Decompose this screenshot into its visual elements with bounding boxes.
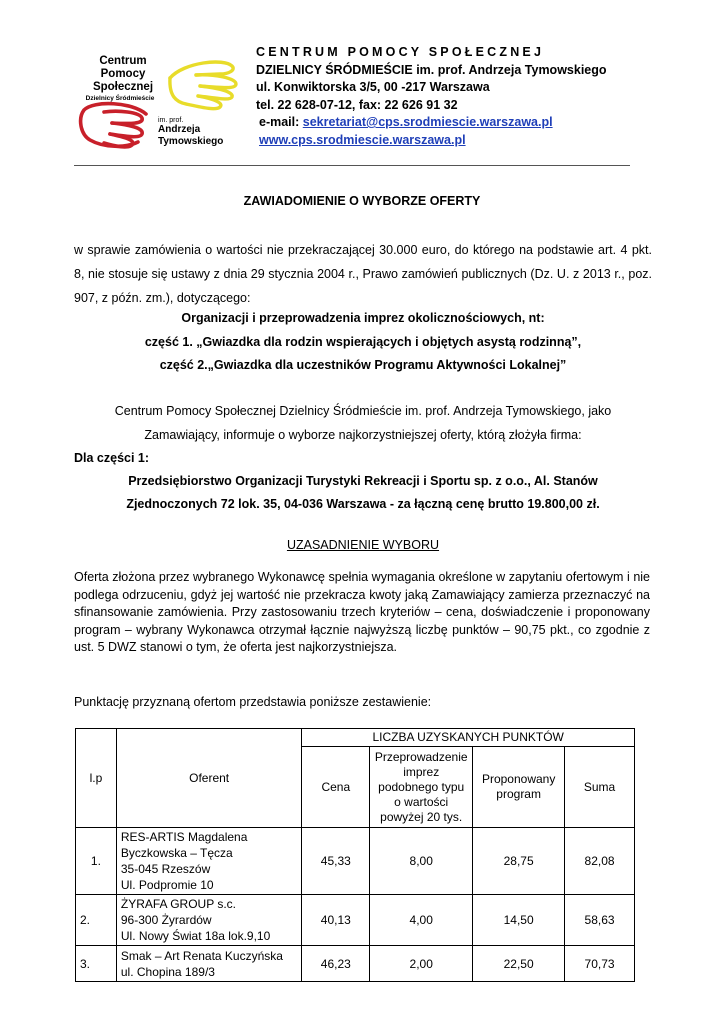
letterhead-www-row bbox=[256, 132, 676, 150]
table-row bbox=[76, 946, 635, 982]
logo-name bbox=[80, 55, 166, 94]
winner-line2: Zjednoczonych 72 lok. 35, 04-036 Warszawa - za łączną cenę brutto 19.800,00 zł. bbox=[126, 497, 600, 511]
document-title: ZAWIADOMIENIE O WYBORZE OFERTY bbox=[243, 194, 481, 208]
cell-oferent bbox=[116, 895, 302, 946]
logo-name-line: Społecznej bbox=[92, 81, 154, 93]
oferent-line: Ul. Podpromie 10 bbox=[120, 878, 214, 892]
winner-line1: Przedsiębiorstwo Organizacji Turystyki Rekreacji i Sportu sp. z o.o., Al. Stanów bbox=[128, 474, 598, 488]
header-oferent: Oferent bbox=[116, 729, 302, 828]
oferent-line: ul. Chopina 189/3 bbox=[120, 964, 215, 979]
subject-line: Organizacji i przeprowadzenia imprez okolicznościowych, nt: bbox=[181, 311, 545, 325]
logo-patron-prefix: im. prof. bbox=[158, 117, 184, 124]
cell-cena: 40,13 bbox=[302, 895, 370, 946]
justification-heading bbox=[74, 538, 652, 552]
oferent-line: 96-300 Żyrardów bbox=[120, 913, 212, 927]
letterhead-address: ul. Konwiktorska 3/5, 00 -217 Warszawa bbox=[256, 80, 490, 94]
cell-experience: 4,00 bbox=[370, 895, 473, 946]
intro-paragraph: w sprawie zamówienia o wartości nie przekraczającej 30.000 euro, do którego na podstawie art. 4 pkt. 8, nie stosuje się ustawy z dnia 29 stycznia 2004 r., Prawo zamówień publicznych (Dz. U. z 2013 r., poz. 907, z późn. zm.), dotyczącego: bbox=[74, 243, 652, 305]
part1-line: część 1. „Gwiazdka dla rodzin wspierających i objętych asystą rodzinną”, bbox=[144, 335, 582, 349]
oferent-line: Smak – Art Renata Kuczyńska bbox=[120, 948, 283, 963]
oferent-line: Ul. Nowy Świat 18a lok.9,10 bbox=[120, 929, 271, 943]
justification-paragraph: Oferta złożona przez wybranego Wykonawcę spełnia wymagania określone w zapytaniu ofertowym i nie podlega odrzuceniu, gdyż jej wartość nie przekracza kwoty jaką Zamawiający zamierza przeznaczyć na sfinansowanie zamówienia. Przy zastosowaniu trzech kryteriów – cena, doświadczenie i proponowany program – wybrany Wykonawca otrzymał łącznie najwyższą liczbę punktów – 90,75 pkt., co zgodnie z ust. 5 DWZ stanowi o tym, że oferta jest najkorzystniejsza. bbox=[74, 570, 650, 655]
info-line1: Centrum Pomocy Społecznej Dzielnicy Śródmieście im. prof. Andrzeja Tymowskiego, jako bbox=[114, 404, 612, 418]
table-header-row bbox=[76, 729, 635, 747]
table-row bbox=[76, 895, 635, 946]
email-link[interactable]: sekretariat@cps.srodmiescie.warszawa.pl bbox=[302, 115, 553, 129]
email-label: e-mail: bbox=[259, 115, 303, 129]
cell-cena: 45,33 bbox=[302, 828, 370, 895]
letterhead-line2: DZIELNICY ŚRÓDMIEŚCIE im. prof. Andrzeja Tymowskiego bbox=[256, 62, 607, 77]
header-experience: Przeprowadzenie imprez podobnego typu o wartości powyżej 20 tys. bbox=[370, 747, 473, 828]
oferent-line: 35-045 Rzeszów bbox=[120, 862, 211, 876]
table-row bbox=[76, 828, 635, 895]
scoring-table bbox=[75, 728, 635, 982]
cell-suma: 82,08 bbox=[565, 828, 635, 895]
header-lp: l.p bbox=[76, 729, 117, 828]
logo-name-line: Centrum bbox=[99, 55, 147, 67]
cell-lp: 3. bbox=[76, 946, 117, 982]
cell-experience: 2,00 bbox=[370, 946, 473, 982]
cell-lp: 1. bbox=[76, 828, 117, 895]
part2-line: część 2.„Gwiazdka dla uczestników Programu Aktywności Lokalnej” bbox=[159, 358, 567, 372]
letterhead-email-row bbox=[256, 114, 676, 132]
cell-program: 14,50 bbox=[473, 895, 565, 946]
cps-logo bbox=[74, 48, 244, 158]
logo-name-line: Pomocy bbox=[100, 68, 146, 80]
cell-lp: 2. bbox=[76, 895, 117, 946]
logo-patron-name bbox=[158, 124, 223, 148]
red-hand-icon bbox=[81, 104, 146, 147]
letterhead-phone: tel. 22 628-07-12, fax: 22 626 91 32 bbox=[256, 97, 458, 112]
cell-suma: 58,63 bbox=[565, 895, 635, 946]
logo-subtitle: Dzielnicy Śródmieście bbox=[85, 95, 155, 102]
header-program: Proponowany program bbox=[473, 747, 565, 828]
table-intro: Punktację przyznaną ofertom przedstawia poniższe zestawienie: bbox=[74, 695, 432, 709]
website-link[interactable]: www.cps.srodmiescie.warszawa.pl bbox=[259, 132, 466, 147]
cell-experience: 8,00 bbox=[370, 828, 473, 895]
oferent-line: Byczkowska – Tęcza bbox=[120, 846, 233, 860]
header-divider bbox=[74, 165, 630, 166]
oferent-line: RES-ARTIS Magdalena bbox=[120, 830, 248, 844]
header-suma: Suma bbox=[565, 747, 635, 828]
for-part-label: Dla części 1: bbox=[74, 451, 150, 465]
cell-suma: 70,73 bbox=[565, 946, 635, 982]
logo-patron-line: Tymowskiego bbox=[158, 136, 224, 147]
info-line2: Zamawiający, informuje o wyborze najkorzystniejszej oferty, którą złożyła firma: bbox=[144, 428, 582, 442]
letterhead bbox=[256, 44, 676, 149]
letterhead-line1: CENTRUM POMOCY SPOŁECZNEJ bbox=[256, 45, 545, 59]
logo-patron-line: Andrzeja bbox=[158, 124, 201, 135]
cell-program: 22,50 bbox=[473, 946, 565, 982]
yellow-hand-icon bbox=[170, 62, 236, 109]
cell-cena: 46,23 bbox=[302, 946, 370, 982]
header-cena: Cena bbox=[302, 747, 370, 828]
cell-oferent bbox=[116, 946, 302, 982]
oferent-line: ŻYRAFA GROUP s.c. bbox=[120, 897, 237, 911]
cell-program: 28,75 bbox=[473, 828, 565, 895]
justification-heading-text: UZASADNIENIE WYBORU bbox=[286, 538, 440, 552]
header-points-group: LICZBA UZYSKANYCH PUNKTÓW bbox=[302, 729, 635, 747]
cell-oferent bbox=[116, 828, 302, 895]
